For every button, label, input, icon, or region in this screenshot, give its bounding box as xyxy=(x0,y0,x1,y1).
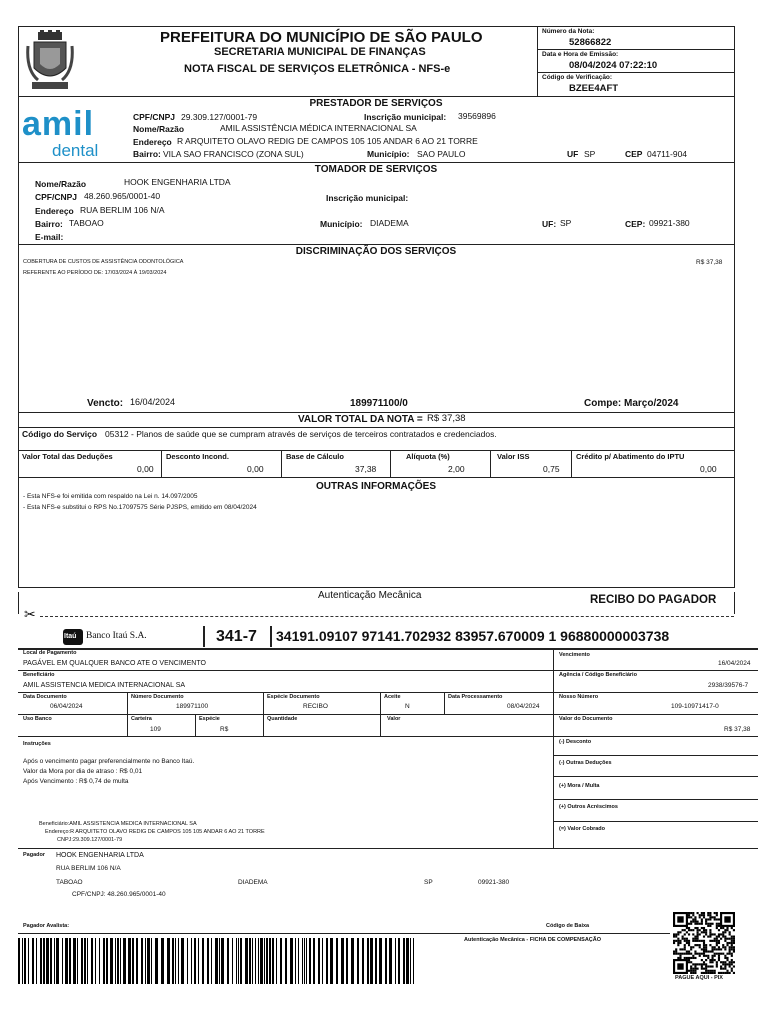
outras-info-title: OUTRAS INFORMAÇÕES xyxy=(316,481,436,492)
pix-qr-code xyxy=(673,912,735,974)
amil-logo: amil xyxy=(22,105,95,143)
scissors-icon: ✂ xyxy=(24,606,36,622)
codigo-banco: 341-7 xyxy=(216,628,257,645)
total-label: VALOR TOTAL DA NOTA = xyxy=(298,414,423,425)
recibo-pagador: RECIBO DO PAGADOR xyxy=(590,594,717,606)
total-valor: R$ 37,38 xyxy=(427,413,466,424)
nota-title: NOTA FISCAL DE SERVIÇOS ELETRÔNICA - NFS-e xyxy=(184,63,451,75)
banco-nome: Banco Itaú S.A. xyxy=(86,631,147,641)
numero-nota: 52866822 xyxy=(569,37,612,48)
cut-line xyxy=(40,616,734,617)
prestador-title: PRESTADOR DE SERVIÇOS xyxy=(309,98,443,109)
linha-digitavel: 34191.09107 97141.702932 83957.670009 1 96880000003738 xyxy=(276,628,670,644)
discriminacao-title: DISCRIMINAÇÃO DOS SERVIÇOS xyxy=(295,246,457,257)
codigo-verificacao: BZEE4AFT xyxy=(569,83,619,94)
codigo-verificacao-label: Código de Verificação: xyxy=(542,74,613,81)
barcode xyxy=(18,938,416,984)
data-emissao: 08/04/2024 07:22:10 xyxy=(569,60,658,71)
pix-label: PAGUE AQUI - PIX xyxy=(675,975,723,981)
tomador-title: TOMADOR DE SERVIÇOS xyxy=(314,164,438,175)
coat-of-arms-icon xyxy=(26,30,74,92)
numero-nota-label: Número da Nota: xyxy=(542,28,595,35)
secretaria-title: SECRETARIA MUNICIPAL DE FINANÇAS xyxy=(214,46,426,58)
data-emissao-label: Data e Hora de Emissão: xyxy=(542,51,619,58)
prefeitura-title: PREFEITURA DO MUNICÍPIO DE SÃO PAULO xyxy=(160,29,483,46)
dental-logo: dental xyxy=(52,141,99,160)
autenticacao-label: Autenticação Mecânica xyxy=(318,590,422,601)
